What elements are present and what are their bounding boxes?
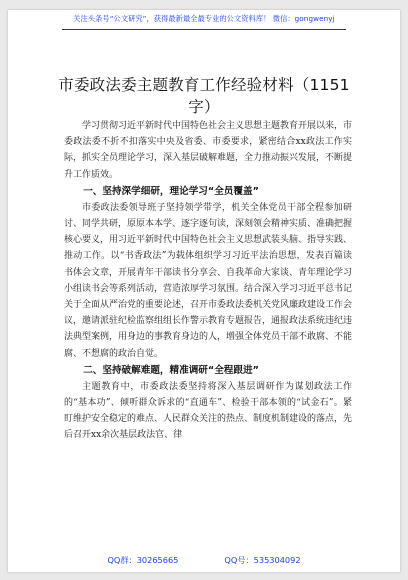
footer-qq-group: QQ群：30265665 [107,555,179,565]
section-heading-2: 二、坚持破解难题，精准调研“全程跟进” [83,364,259,376]
section-paragraph-2: 主题教育中，市委政法委坚持将深入基层调研作为谋划政法工作的“基本功”、倾听群众诉求的“直通车”、检验干部本领的“试金石”。紧盯维护安全稳定的难点、人民群众关注的热点、制度机制建设的落点，先后召开xx余次基层政法官、律 [64,381,353,441]
footer-qq: QQ号：535304092 [224,555,301,565]
header-divider [62,29,346,30]
document-title: 市委政法委主题教育工作经验材料（1151字） [58,76,350,116]
intro-paragraph: 学习贯彻习近平新时代中国特色社会主义思想主题教育开展以来，市委政法委不折不扣落实中央及省委、市委要求，紧密结合xx政法工作实际，抓实全员理论学习，深入基层破解难题，全力推动振兴发展，不断提升工作质效。 [64,121,353,180]
document-page [8,10,400,572]
header-notice: 关注头条号“公文研究”，获得最新最全最专业的公文资料库！ 微信：gongwenyj [73,14,335,23]
section-paragraph-1: 市委政法委领导班子坚持领学带学，机关全体党员干部全程参加研讨、同学共研，原原本本学、逐字逐句读，深刻领会精神实质、准确把握核心要义，用习近平新时代中国特色社会主义思想武装头脑、指导实践、推动工作。以“书香政法”为载体组织学习习近平法治思想，发表百篇读书体会文章，开展青年干部读书分享会、自我革命大家谈、青年理论学习小组读书会等系列活动，营造浓厚学习氛围。结合深入学习习近平总书记关于全面从严治党的重要论述，召开市委政法委机关党风廉政建设工作会议，邀请派驻纪检监察组组长作警示教育专题报告，通报政法系统违纪违法典型案例，用身边的事教育身边的人，增强全体党员干部不敢腐、不能腐、不想腐的政治自觉。 [64,202,353,359]
section-heading-1: 一、坚持深学细研，理论学习“全员覆盖” [83,185,259,197]
footer-contact [8,555,400,566]
document-body [64,118,352,444]
